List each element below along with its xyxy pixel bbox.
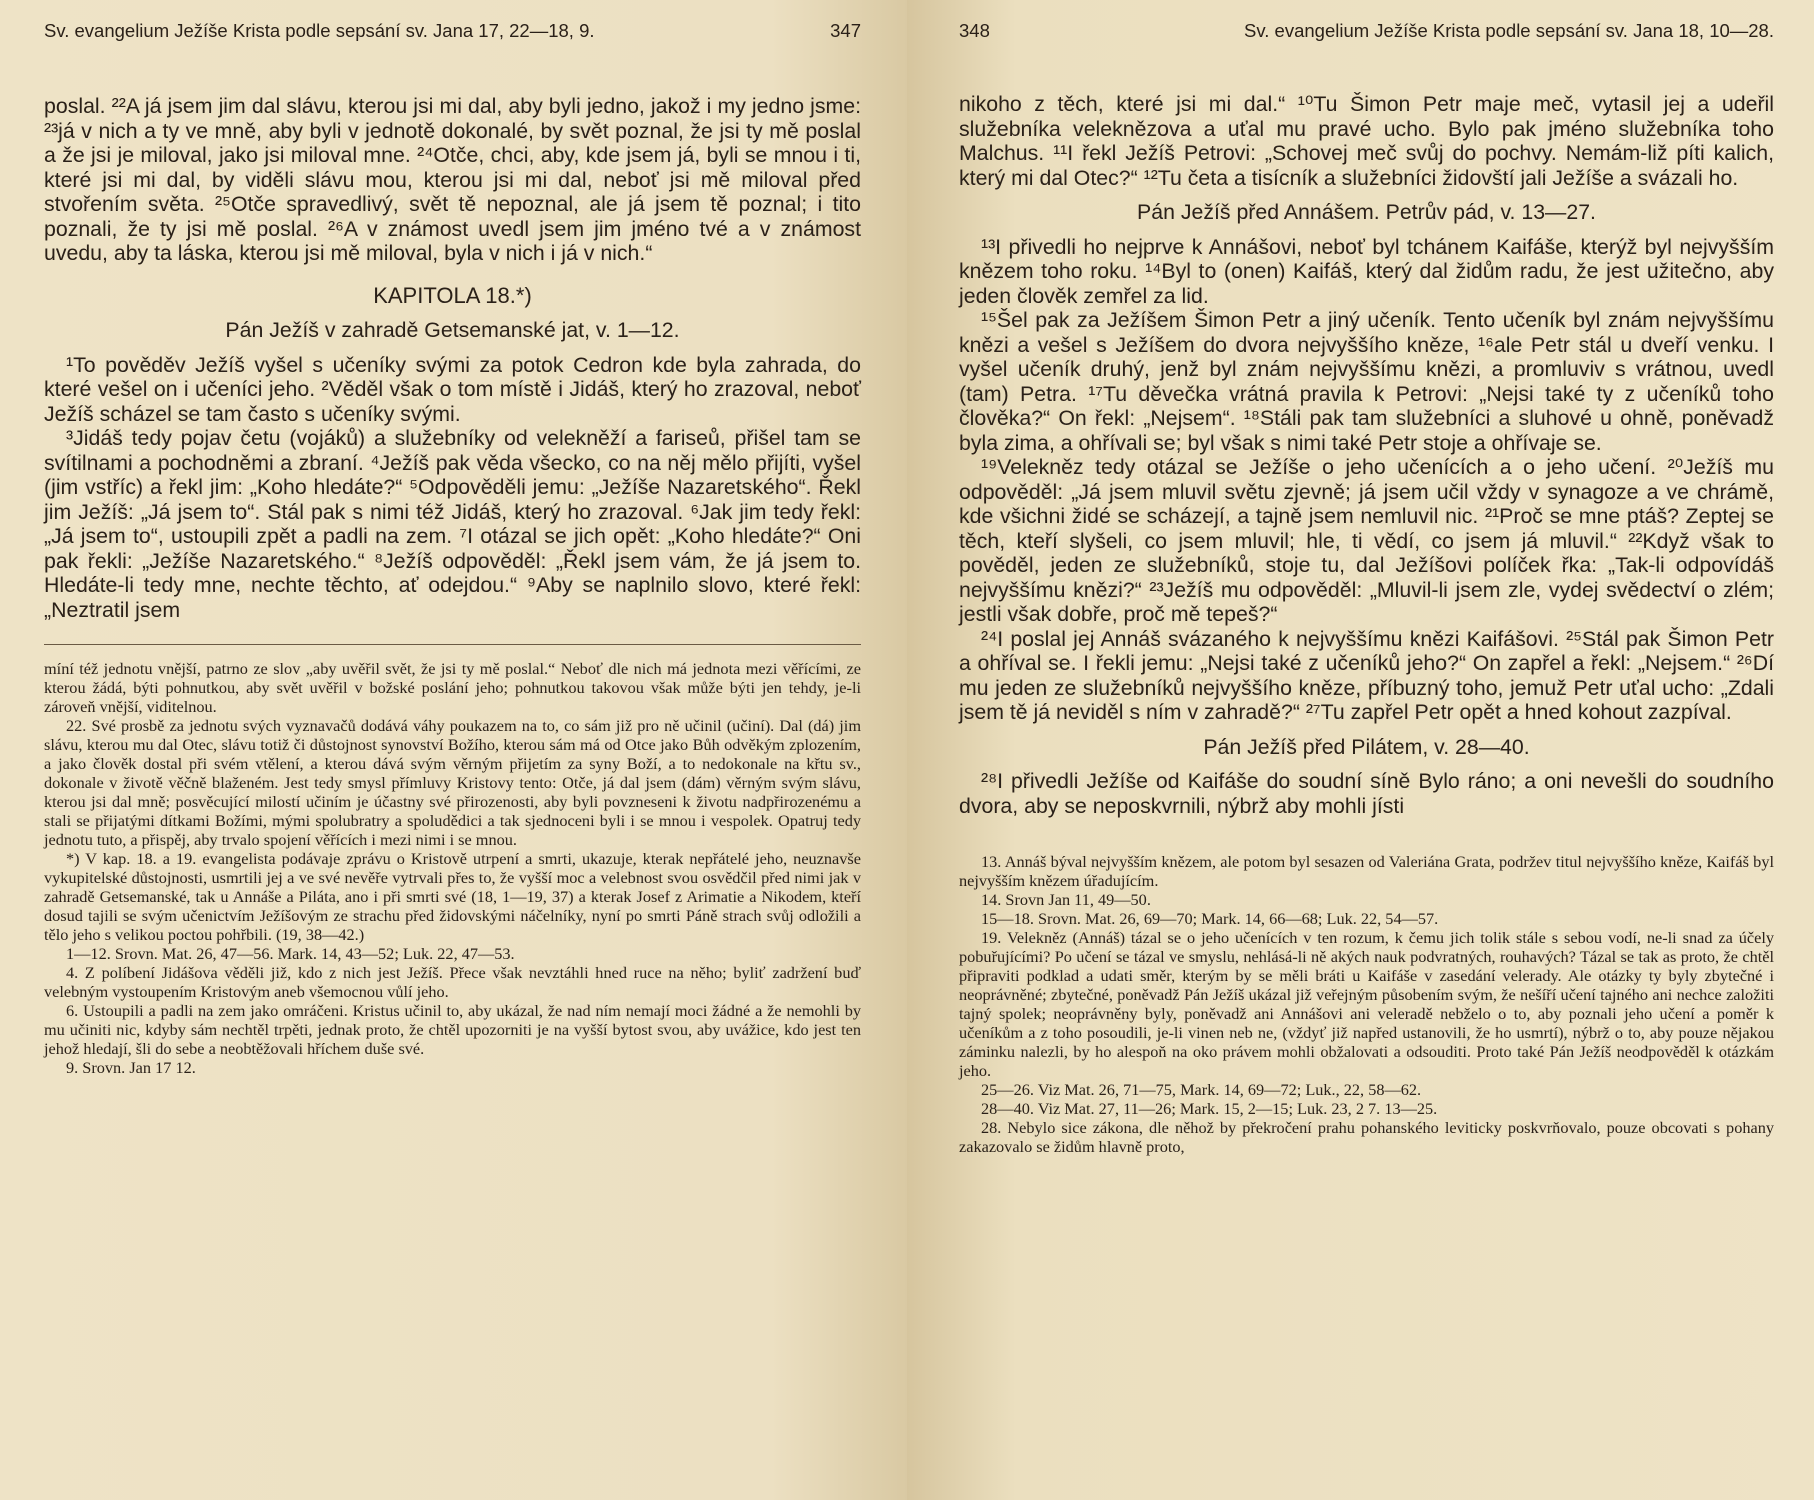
body-paragraph: ²⁸I přivedli Ježíše od Kaifáše do soudní síně Bylo ráno; a oni nevešli do soudního dvora, aby se neposkvrnili, nýbrž aby mohli jísti [959,769,1774,818]
body-paragraph: ¹⁹Velekněz tedy otázal se Ježíše o jeho učenících a o jeho učení. ²⁰Ježíš mu odpověděl: „Já jsem mluvil světu zjevně; já jsem učil vždy v synagoze a ve chrámě, kde všichni židé se scházejí, a tajně jsem nemluvil nic. ²¹Proč se mne ptáš? Zeptej se těch, kteří slyšeli, co jsem mluvil; hle, ti vědí, co jsem já mluvil.“ ²²Když však to pověděl, jeden ze služebníků, stoje tu, dal Ježíšovi políček řka: „Tak-li odpovídáš nejvyššímu knězi?“ ²³Ježíš mu odpověděl: „Mluvil-li jsem zle, vydej svědectví o zlém; jestli však dobře, proč mě tepeš?“ [959,455,1774,626]
footnote: 4. Z políbení Jidášova věděli již, kdo z nich jest Ježíš. Přece však nevztáhli hned ruce na něho; byliť zadržení buď velebným vystoupením Kristovým aneb všemocnou vůlí jeho. [44,963,861,1001]
footnote: 13. Annáš býval nejvyšším knězem, ale potom byl sesazen od Valeriána Grata, podržev titul nejvyššího kněze, Kaifáš byl nejvyšším knězem úřadujícím. [959,852,1774,890]
left-page-number: 347 [830,20,861,41]
section-heading: Pán Ježíš před Pilátem, v. 28—40. [1203,734,1530,759]
section-heading: Pán Ježíš v zahradě Getsemanské jat, v. 1—12. [225,318,680,342]
left-page-header [44,20,861,56]
footnote: 28. Nebylo sice zákona, dle něhož by překročení prahu pohanského leviticky poskvrňovalo, pouze obcovati s pohany zakazovalo se židům hlavně proto, [959,1118,1774,1156]
footnote: míní též jednotu vnější, patrno ze slov „aby uvěřil svět, že jsi ty mě poslal.“ Neboť dle nich má jednota mezi věřícími, ze kterou žádá, býti pohnutkou, aby svět uvěřil v božské poslání jeho; pohnutkou takovou však může býti jen tehdy, je-li zároveň vnější, viditelnou. [44,659,861,716]
footnote: 22. Své prosbě za jednotu svých vyznavačů dodává váhy poukazem na to, co sám již pro ně učinil (učiní). Dal (dá) jim slávu, kterou mu dal Otec, slávu totiž či důstojnost synovství Božího, kterou sám má od Otce jako Bůh odvěkým zplozením, a jako člověk dostal při svém vtělení, a kterou dává svým věrným přijetím za syny Boží, a to nedokonale na křtu sv., dokonale v životě věčně blaženém. Jest tedy smysl přímluvy Kristovy tento: Otče, já dal jsem (dám) věrným svým slávu, kterou jsi dal mně; posvěcující milostí učiním je účastny své přirozenosti, aby byli povzneseni k životu nadpřirozenému a stali se přijatými dítkami Božími, mými spolubratry a spoludědici a tak sjednoceni byli i se mnou i vespolek. Opatruj tedy jednotu tuto, a přispěj, aby trvalo spojení věřících i mezi nimi i se mnou. [44,716,861,849]
footnote: 28—40. Viz Mat. 27, 11—26; Mark. 15, 2—15; Luk. 23, 2 7. 13—25. [981,1099,1438,1118]
footnote: 19. Velekněz (Annáš) tázal se o jeho učenících v ten rozum, k čemu jich tolik stále s sebou vodí, ne-li snad za účely pobuřujícími? Po učení se tázal ve smyslu, nehlásá-li ně akých nauk podvratných, rouhavých? Tázal se tak as proto, že chtěl připraviti podklad a udati směr, kterým by se měli bráti u Kaifáše v zasedání velerady. Ale otázky ty byly zbytečné i neoprávněné; zbytečné, poněvadž Pán Ježíš ukázal již veřejným působením svým, že nešíří učení tajného ani nechce založiti tajný spolek; neoprávněny byly, poněvadž ani Annášovi ani veleradě nebželo o to, aby poznali jeho učení a poměr k učeníkům a z toho posoudili, je-li vinen neb ne, (vždyť již napřed ustanovili, že ho usmrtí), nýbrž o to, aby pouze nějakou záminku nalezli, by ho alespoň na oko právem mohli obžalovati a odsouditi. Proto také Pán Ježíš neodpověděl k otázkám jeho. [959,928,1774,1080]
footnote: *) V kap. 18. a 19. evangelista podávaje zprávu o Kristově utrpení a smrti, ukazuje, kterak nepřátelé jeho, neuznavše vykupitelské důstojnosti, usmrtili jej a ve své nevěře vytrvali přes to, že vyšší moc a velebnost svou osvědčil před nimi jak v zahradě Getsemanské, tak u Annáše a Piláta, ano i při smrti své (18, 1—19, 37) a kterak Josef z Arimatie a Nikodem, kteří dosud tajili se svým učenictvím Ježíšovým ze strachu před židovskými náčelníky, nyní po smrti Páně strach svůj odložili a tělo jeho s velikou poctou pohřbili. (19, 38—42.) [44,849,861,944]
right-body-text [959,92,1774,818]
left-body-text [44,94,861,622]
right-page-number: 348 [959,20,990,41]
body-paragraph: nikoho z těch, které jsi mi dal.“ ¹⁰Tu Šimon Petr maje meč, vytasil jej a udeřil služebníka veleknězova a uťal mu pravé ucho. Bylo pak jméno služebníka toho Malchus. ¹¹I řekl Ježíš Petrovi: „Schovej meč svůj do pochvy. Nemám-liž píti kalich, který mi dal Otec?“ ¹²Tu četa a tisícník a služebníci židovští jali Ježíše a svázali ho. [959,92,1774,190]
right-page [907,0,1814,1500]
body-paragraph: ¹To pověděv Ježíš vyšel s učeníky svými za potok Cedron kde byla zahrada, do které vešel on i učeníci jeho. ²Věděl však o tom místě i Jidáš, který ho zrazoval, neboť Ježíš scházel se tam často s učeníky svými. [44,352,861,426]
section-heading: Pán Ježíš před Annášem. Petrův pád, v. 13—27. [1137,200,1596,224]
body-paragraph: ²⁴I poslal jej Annáš svázaného k nejvyššímu knězi Kaifášovi. ²⁵Stál pak Šimon Petr a ohříval se. I řekli jemu: „Nejsi také z učeníků jeho?“ On zapřel a řekl: „Nejsem.“ ²⁶Dí mu jeden ze služebníků nejvyššího kněze, příbuzný toho, jemuž Petr uťal ucho: „Zdali jsem tě já neviděl s ním v zahradě?“ ²⁷Tu zapřel Petr opět a hned kohout zazpíval. [959,626,1774,724]
footnote: 15—18. Srovn. Mat. 26, 69—70; Mark. 14, 66—68; Luk. 22, 54—57. [981,909,1439,928]
footnote: 25—26. Viz Mat. 26, 71—75, Mark. 14, 69—72; Luk., 22, 58—62. [981,1080,1422,1099]
body-paragraph: ¹⁵Šel pak za Ježíšem Šimon Petr a jiný učeník. Tento učeník byl znám nejvyššímu knězi a vešel s Ježíšem do dvora nejvyššího kněze, ¹⁶ale Petr stál u dveří venku. I vyšel učeník druhý, jenž byl znám nejvyššímu knězi, a promluviv s vrátnou, uvedl (tam) Petra. ¹⁷Tu děvečka vrátná pravila k Petrovi: „Nejsi také ty z učeníků toho člověka?“ On řekl: „Nejsem“. ¹⁸Stáli pak tam služebníci a sluhové u ohně, poněvadž byla zima, a ohřívali se; byl však s nimi také Petr stoje a ohřívaje se. [959,308,1774,455]
footnote: 1—12. Srovn. Mat. 26, 47—56. Mark. 14, 43—52; Luk. 22, 47—53. [66,944,515,963]
body-paragraph: ³Jidáš tedy pojav četu (vojáků) a služebníky od velekněží a fariseů, přišel tam se svítilnami a pochodněmi a zbraní. ⁴Ježíš pak věda všecko, co na něj mělo přijíti, vyšel (jim vstříc) a řekl jim: „Koho hledáte?“ ⁵Odpověděli jemu: „Ježíše Nazaretského“. Řekl jim Ježíš: „Já jsem to“. Stál pak s nimi též Jidáš, který ho zrazoval. ⁶Jak jim tedy řekl: „Já jsem to“, ustoupili zpět a padli na zem. ⁷I otázal se jich opět: „Koho hledáte?“ Oni pak řekli: „Ježíše Nazaretského.“ ⁸Ježíš odpověděl: „Řekl jsem vám, že já jsem to. Hledáte-li tedy mne, nechte těchto, ať odejdou.“ ⁹Aby se naplnilo slovo, které řekl: „Neztratil jsem [44,426,861,622]
body-paragraph: poslal. ²²A já jsem jim dal slávu, kterou jsi mi dal, aby byli jedno, jakož i my jedno jsme: ²³já v nich a ty ve mně, aby byli v jednotě dokonalé, by svět poznal, že jsi ty mě poslal a že jsi je miloval, jako jsi miloval mne. ²⁴Otče, chci, aby, kde jsem já, byli se mnou i ti, které jsi mi dal, by viděli slávu mou, kterou jsi mi dal, neboť jsi mě miloval před stvořením světa. ²⁵Otče spravedlivý, svět tě nepoznal, ale já jsem tě poznal; i tito poznali, že ty jsi mě poslal. ²⁶A v známost uvedl jsem jim jméno tvé a v známost uvedu, aby ta láska, kterou jsi mě miloval, byla v nich i já v nich.“ [44,94,861,265]
right-header-title: Sv. evangelium Ježíše Krista podle sepsání sv. Jana 18, 10—28. [1244,20,1774,41]
footnote: 6. Ustoupili a padli na zem jako omráčeni. Kristus učinil to, aby ukázal, že nad ním nemají moci žádné a že nemohli by mu učiniti nic, kdyby sám nechtěl trpěti, jednak proto, že chtěl upozorniti je na vyšší bytost svou, aby uvážice, kdo jest ten jehož hledají, šli do sebe a neobtěžovali hříchem duše své. [44,1001,861,1058]
footnote: 14. Srovn Jan 11, 49—50. [981,890,1151,909]
chapter-heading: KAPITOLA 18.*) [373,282,532,308]
right-page-header [959,20,1774,56]
footnote-divider [44,644,861,645]
right-footnotes [959,852,1774,1156]
footnote: 9. Srovn. Jan 17 12. [66,1058,196,1077]
left-header-title: Sv. evangelium Ježíše Krista podle sepsání sv. Jana 17, 22—18, 9. [44,20,595,41]
body-paragraph: ¹³I přivedli ho nejprve k Annášovi, neboť byl tchánem Kaifáše, kterýž byl nejvyšším knězem toho roku. ¹⁴Byl to (onen) Kaifáš, který dal židům radu, že jest užitečno, aby jeden člověk zemřel za lid. [959,234,1774,308]
left-footnotes [44,659,861,1077]
